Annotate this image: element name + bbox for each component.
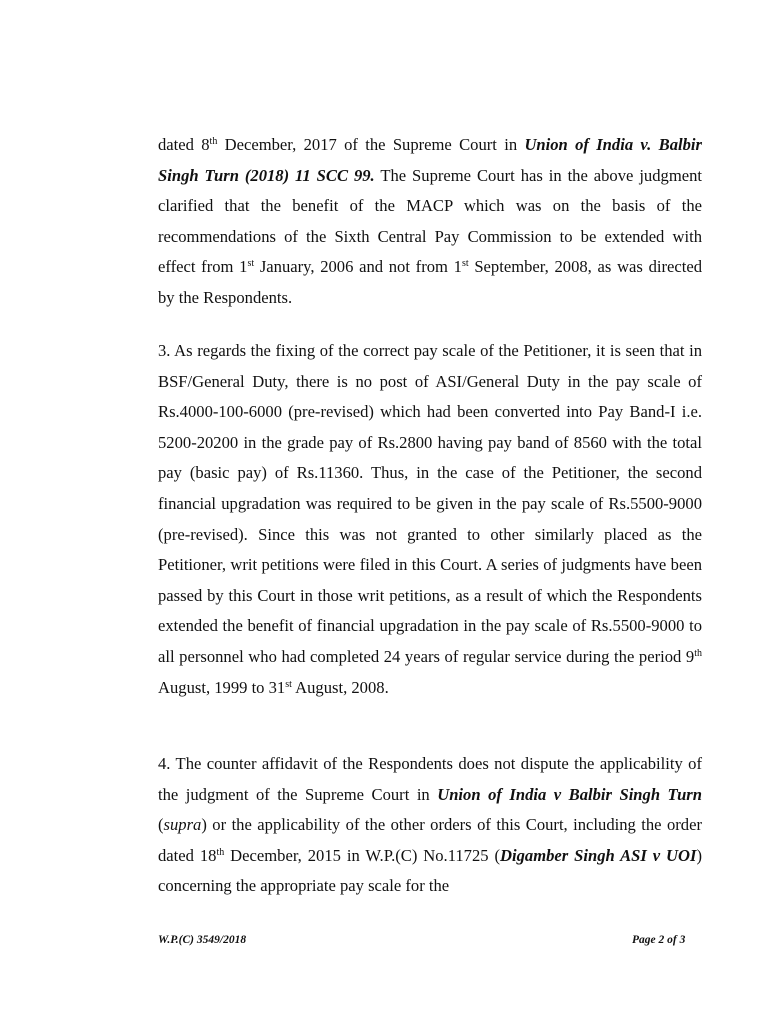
text-run: ( [158, 815, 164, 835]
ordinal-suffix: th [216, 846, 225, 858]
case-citation: Digamber Singh ASI v UOI [500, 845, 697, 865]
ordinal-suffix: st [285, 678, 292, 690]
text-run: December, 2015 in W.P.(C) No.11725 ( [224, 845, 501, 865]
text-run: August, 2008. [291, 677, 389, 697]
case-citation: Union of India v. Balbir Singh Turn (2018) 11 SCC 99. [158, 135, 702, 185]
paragraph-4 [158, 749, 702, 902]
ordinal-suffix: st [247, 258, 255, 270]
paragraph-continuation [158, 130, 702, 314]
text-run: January, 2006 and not from 1 [254, 257, 462, 277]
text-run: August, 1999 to 31 [158, 677, 286, 697]
text-run: dated 8 [158, 135, 210, 154]
ordinal-suffix: th [694, 647, 702, 659]
supra-reference: supra [163, 815, 202, 835]
footer-page-number: Page 2 of 3 [632, 934, 686, 946]
ordinal-suffix: th [209, 136, 218, 147]
text-run: The Supreme Court has in the above judgment clarified that the benefit of the MACP which was on the basis of the recommendations of the Sixth Central Pay Commission to be extended with effect from 1 [158, 165, 703, 277]
ordinal-suffix: st [461, 258, 469, 270]
text-run: ) concerning the appropriate pay scale for the [158, 845, 702, 896]
footer-case-number: W.P.(C) 3549/2018 [158, 934, 247, 946]
paragraph-3 [158, 336, 702, 703]
text-run: December, 2017 of the Supreme Court in [217, 135, 525, 154]
text-run: 3. As regards the fixing of the correct pay scale of the Petitioner, it is seen that in BSF/General Duty, there is no post of ASI/General Duty in the pay scale of Rs.4000-100-6000 (pre-revised) which had been converted into Pay Band-I i.e. 5200-20200 in the grade pay of Rs.2800 having pay band of 8560 with the total pay (basic pay) of Rs.11360. Thus, in the case of the Petitioner, the second financial upgradation was required to be given in the pay scale of Rs.5500-9000 (pre-revised). Since this was not granted to other similarly placed as the Petitioner, writ petitions were filed in this Court. A series of judgments have been passed by this Court in those writ petitions, as a result of which the Respondents extended the benefit of financial upgradation in the pay scale of Rs.5500-9000 to all personnel who had completed 24 years of regular service during the period 9 [158, 341, 702, 666]
text-run: September, 2008, as was directed by the Respondents. [158, 257, 703, 307]
text-run: ) or the applicability of the other orders of this Court, including the order dated 18 [158, 815, 702, 865]
case-citation: Union of India v Balbir Singh Turn [437, 784, 702, 804]
text-run: 4. The counter affidavit of the Respondents does not dispute the applicability of the judgment of the Supreme Court in [158, 754, 702, 804]
